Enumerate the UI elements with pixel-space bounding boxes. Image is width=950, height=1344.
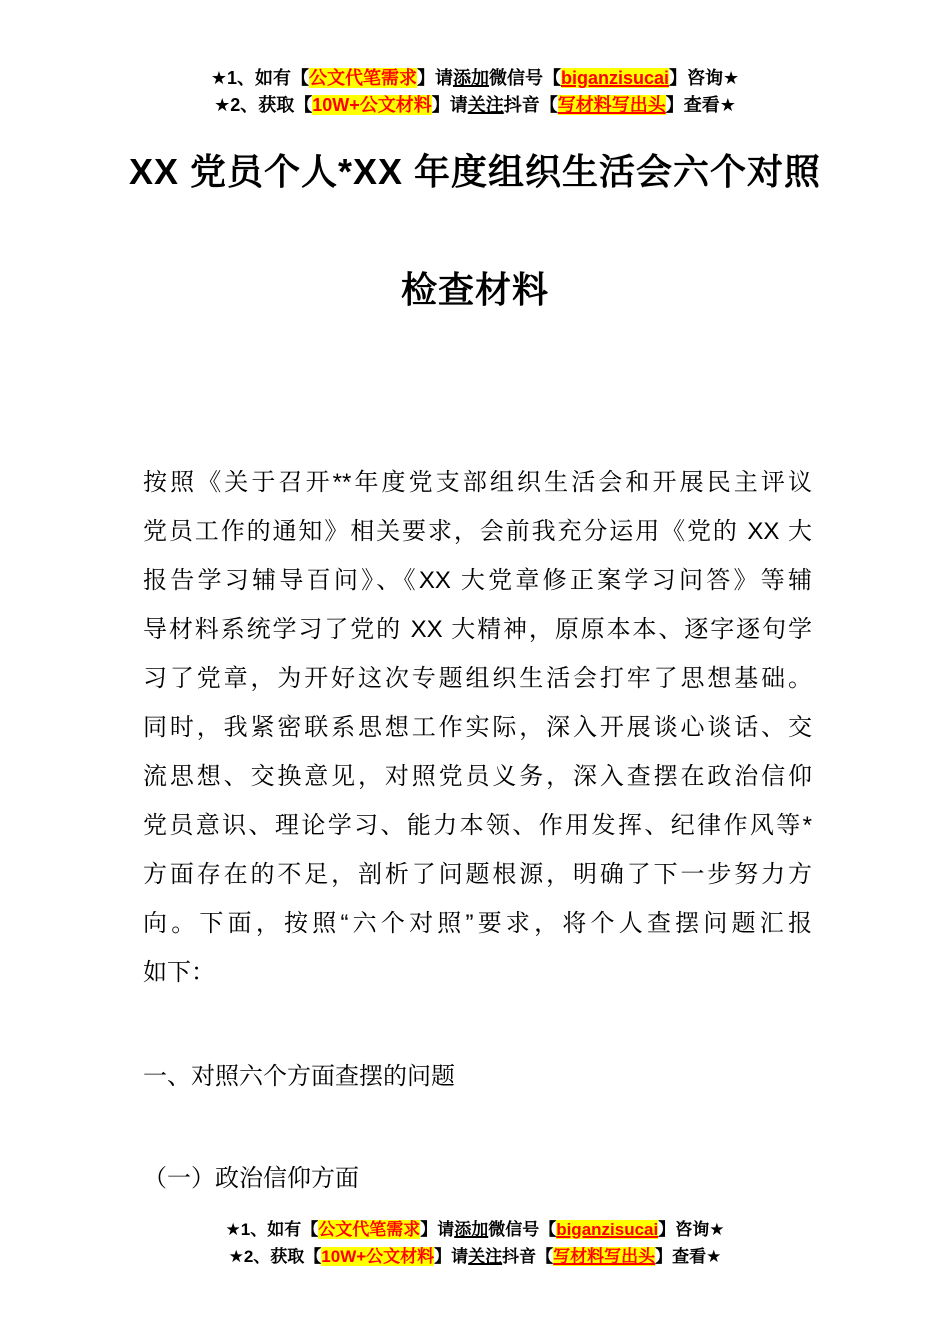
- section-heading: 一、对照六个方面查摆的问题: [143, 1063, 455, 1090]
- promo-segment: 公文代笔需求: [318, 1220, 421, 1239]
- promo-segment: 添加: [452, 68, 489, 88]
- promo-segment: 关注: [468, 1247, 503, 1266]
- promo-segment: 10W+公文材料: [312, 95, 432, 115]
- promo-segment: 写材料写出头: [553, 1247, 656, 1266]
- promo-segment: 】查看★: [655, 1247, 722, 1266]
- promo-segment: ★1、如有【: [210, 68, 309, 88]
- promo-segment: ★1、如有【: [225, 1220, 319, 1239]
- promo-segment: 】请: [420, 1220, 455, 1239]
- body-paragraph: [143, 458, 812, 997]
- body-line: 流思想、交换意见，对照党员义务，深入查摆在政治信仰: [143, 763, 812, 790]
- promo-segment: 关注: [467, 95, 504, 115]
- promo-segment: 】咨询★: [669, 68, 740, 88]
- promo-segment: ★2、获取【: [228, 1247, 322, 1266]
- promo-segment: 微信号【: [488, 1220, 557, 1239]
- body-line: 同时，我紧密联系思想工作实际，深入开展谈心谈话、交: [143, 714, 812, 741]
- promo-segment: 微信号【: [488, 68, 561, 88]
- promo-segment: 】请: [434, 1247, 469, 1266]
- promo-line: [0, 92, 950, 119]
- promo-header: [0, 65, 950, 119]
- document-title-line1: XX 党员个人*XX 年度组织生活会六个对照: [128, 151, 822, 192]
- promo-line: [0, 65, 950, 92]
- body-line: 如下：: [143, 959, 215, 986]
- subsection-heading: （一）政治信仰方面: [143, 1165, 359, 1192]
- promo-segment: biganzisucai: [560, 68, 670, 88]
- body-line: 习了党章，为开好这次专题组织生活会打牢了思想基础。: [143, 665, 812, 692]
- promo-footer: [0, 1216, 950, 1270]
- body-line: 党员意识、理论学习、能力本领、作用发挥、纪律作风等*: [143, 812, 812, 839]
- body-line: 报告学习辅导百问》、《XX 大党章修正案学习问答》等辅: [143, 567, 812, 594]
- body-line: 按照《关于召开**年度党支部组织生活会和开展民主评议: [143, 469, 812, 496]
- promo-segment: 】请: [431, 95, 468, 115]
- promo-segment: 】咨询★: [658, 1220, 725, 1239]
- promo-segment: 】查看★: [665, 95, 736, 115]
- body-line: 导材料系统学习了党的 XX 大精神，原原本本、逐字逐句学: [143, 616, 812, 643]
- promo-segment: 公文代笔需求: [308, 68, 417, 88]
- promo-segment: ★2、获取【: [214, 95, 313, 115]
- promo-line: [0, 1216, 950, 1243]
- promo-segment: 抖音【: [503, 95, 558, 115]
- promo-segment: 10W+公文材料: [321, 1247, 435, 1266]
- promo-segment: biganzisucai: [556, 1220, 659, 1239]
- body-line: 党员工作的通知》相关要求，会前我充分运用《党的 XX 大: [143, 518, 812, 545]
- body-line: 方面存在的不足，剖析了问题根源，明确了下一步努力方: [143, 861, 812, 888]
- promo-segment: 】请: [416, 68, 453, 88]
- promo-segment: 抖音【: [502, 1247, 554, 1266]
- promo-line: [0, 1243, 950, 1270]
- promo-segment: 写材料写出头: [557, 95, 666, 115]
- document-title-line2: 检查材料: [400, 269, 549, 310]
- body-line: 向。下面，按照“六个对照”要求，将个人查摆问题汇报: [143, 910, 812, 937]
- promo-segment: 添加: [454, 1220, 489, 1239]
